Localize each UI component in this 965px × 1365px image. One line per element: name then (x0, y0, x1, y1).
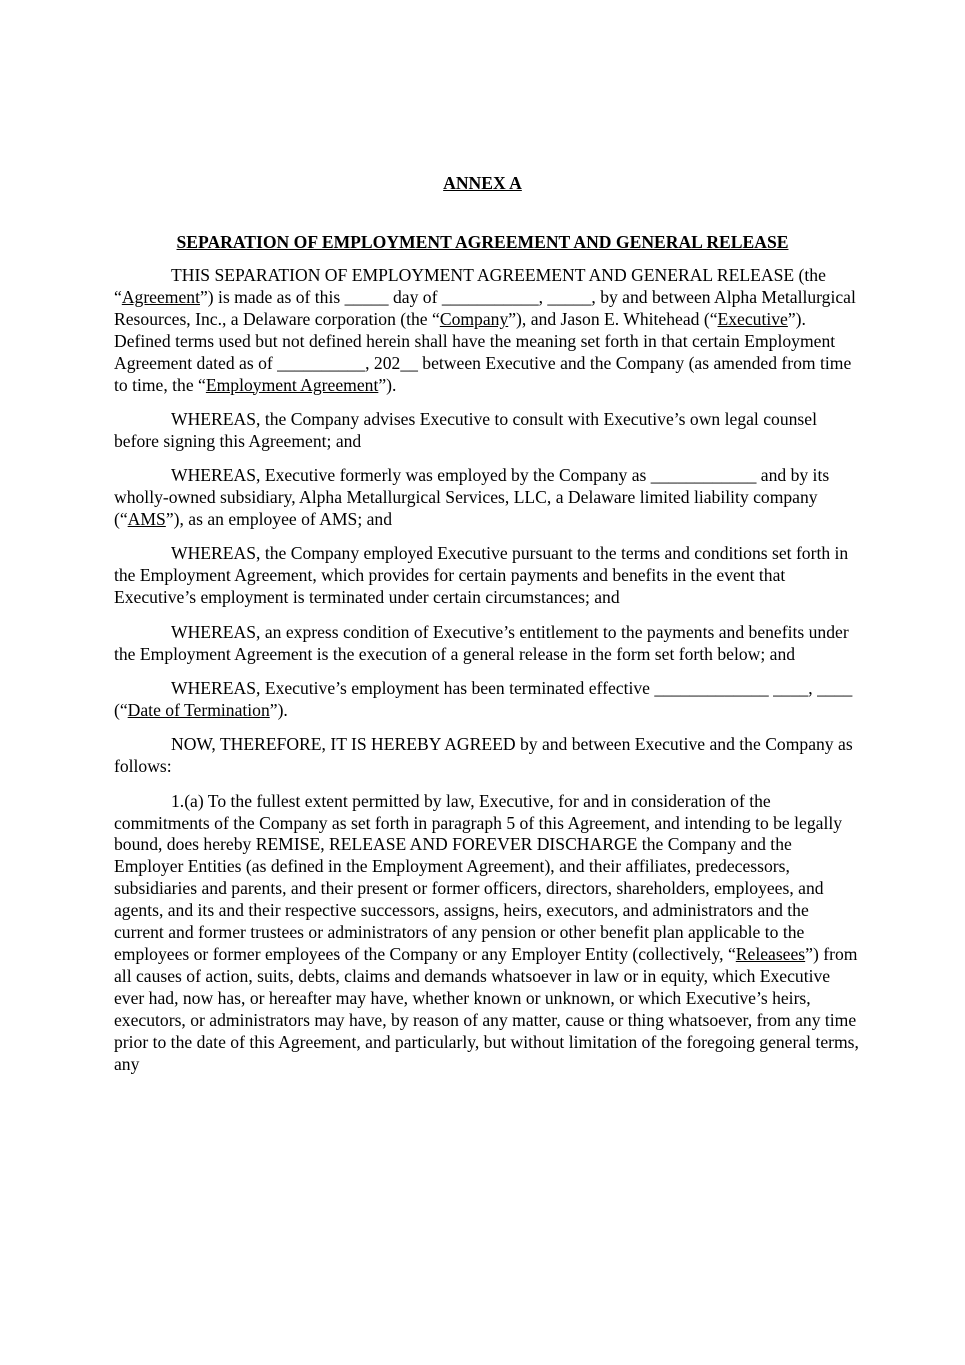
whereas-paragraph-1: WHEREAS, the Company advises Executive to consult with Executive’s own legal counsel before signing this Agreement; and (114, 408, 817, 451)
whereas-paragraph-5: WHEREAS, Executive’s employment has been terminated effective _____________ ____, ____ (“Date of Termination”). (114, 678, 853, 720)
defined-term-executive: Executive (717, 308, 788, 329)
now-therefore-paragraph: NOW, THEREFORE, IT IS HEREBY AGREED by and between Executive and the Company as follows: (114, 734, 853, 777)
defined-term-date-of-termination: Date of Termination (127, 699, 270, 720)
whereas-paragraph-3: WHEREAS, the Company employed Executive pursuant to the terms and conditions set forth in the Employment Agreement, which provides for certain payments and benefits in the event that Executive’s employment is terminated under certain circumstances; and (114, 543, 849, 608)
defined-term-ams: AMS (127, 509, 166, 530)
document-body (114, 265, 859, 1088)
whereas-paragraph-4: WHEREAS, an express condition of Executive’s entitlement to the payments and benefits under the Employment Agreement is the execution of a general release in the form set forth below; and (114, 621, 849, 664)
whereas-paragraph-2: WHEREAS, Executive formerly was employed by the Company as ____________ and by its wholly-owned subsidiary, Alpha Metallurgical Services, LLC, a Delaware limited liability company (“AMS”), as an employee of AMS; and (114, 465, 830, 530)
annex-title: ANNEX A (443, 173, 522, 193)
document-title: SEPARATION OF EMPLOYMENT AGREEMENT AND GENERAL RELEASE (176, 232, 789, 252)
defined-term-company: Company (439, 308, 509, 329)
section-1a-paragraph: 1.(a) To the fullest extent permitted by law, Executive, for and in consideration of the commitments of the Company as set forth in paragraph 5 of this Agreement, and intending to be legally bound, does hereby REMISE, RELEASE AND FOREVER DISCHARGE the Company and the Employer Entities (as defined in the Employment Agreement), and their affiliates, predecessors, subsidiaries and parents, and their present or former officers, directors, shareholders, employees, and agents, and its and their respective successors, assigns, heirs, executors, and administrators and the current and former trustees or administrators of any pension or other benefit plan applicable to the employees or former employees of the Company or any Employer Entity (collectively, “Releasees”) from all causes of action, suits, debts, claims and demands whatsoever in law or in equity, which Executive ever had, now has, or hereafter may have, whether known or unknown, or which Executive’s heirs, executors, or administrators may have, by reason of any matter, cause or thing whatsoever, from any time prior to the date of this Agreement, and particularly, but without limitation of the foregoing general terms, any (114, 790, 859, 1074)
defined-term-agreement: Agreement (121, 286, 200, 307)
defined-term-releasees: Releasees (735, 943, 806, 964)
defined-term-employment-agreement: Employment Agreement (205, 374, 379, 395)
intro-paragraph: THIS SEPARATION OF EMPLOYMENT AGREEMENT AND GENERAL RELEASE (the “Agreement”) is made as of this _____ day of ___________, _____, by and between Alpha Metallurgical Resources, Inc., a Delaware corporation (the “Company”), and Jason E. Whitehead (“Executive”). Defined terms used but not defined herein shall have the meaning set forth in that certain Employment Agreement dated as of __________, 202__ between Executive and the Company (as amended from time to time, the “Employment Agreement”). (114, 265, 856, 395)
